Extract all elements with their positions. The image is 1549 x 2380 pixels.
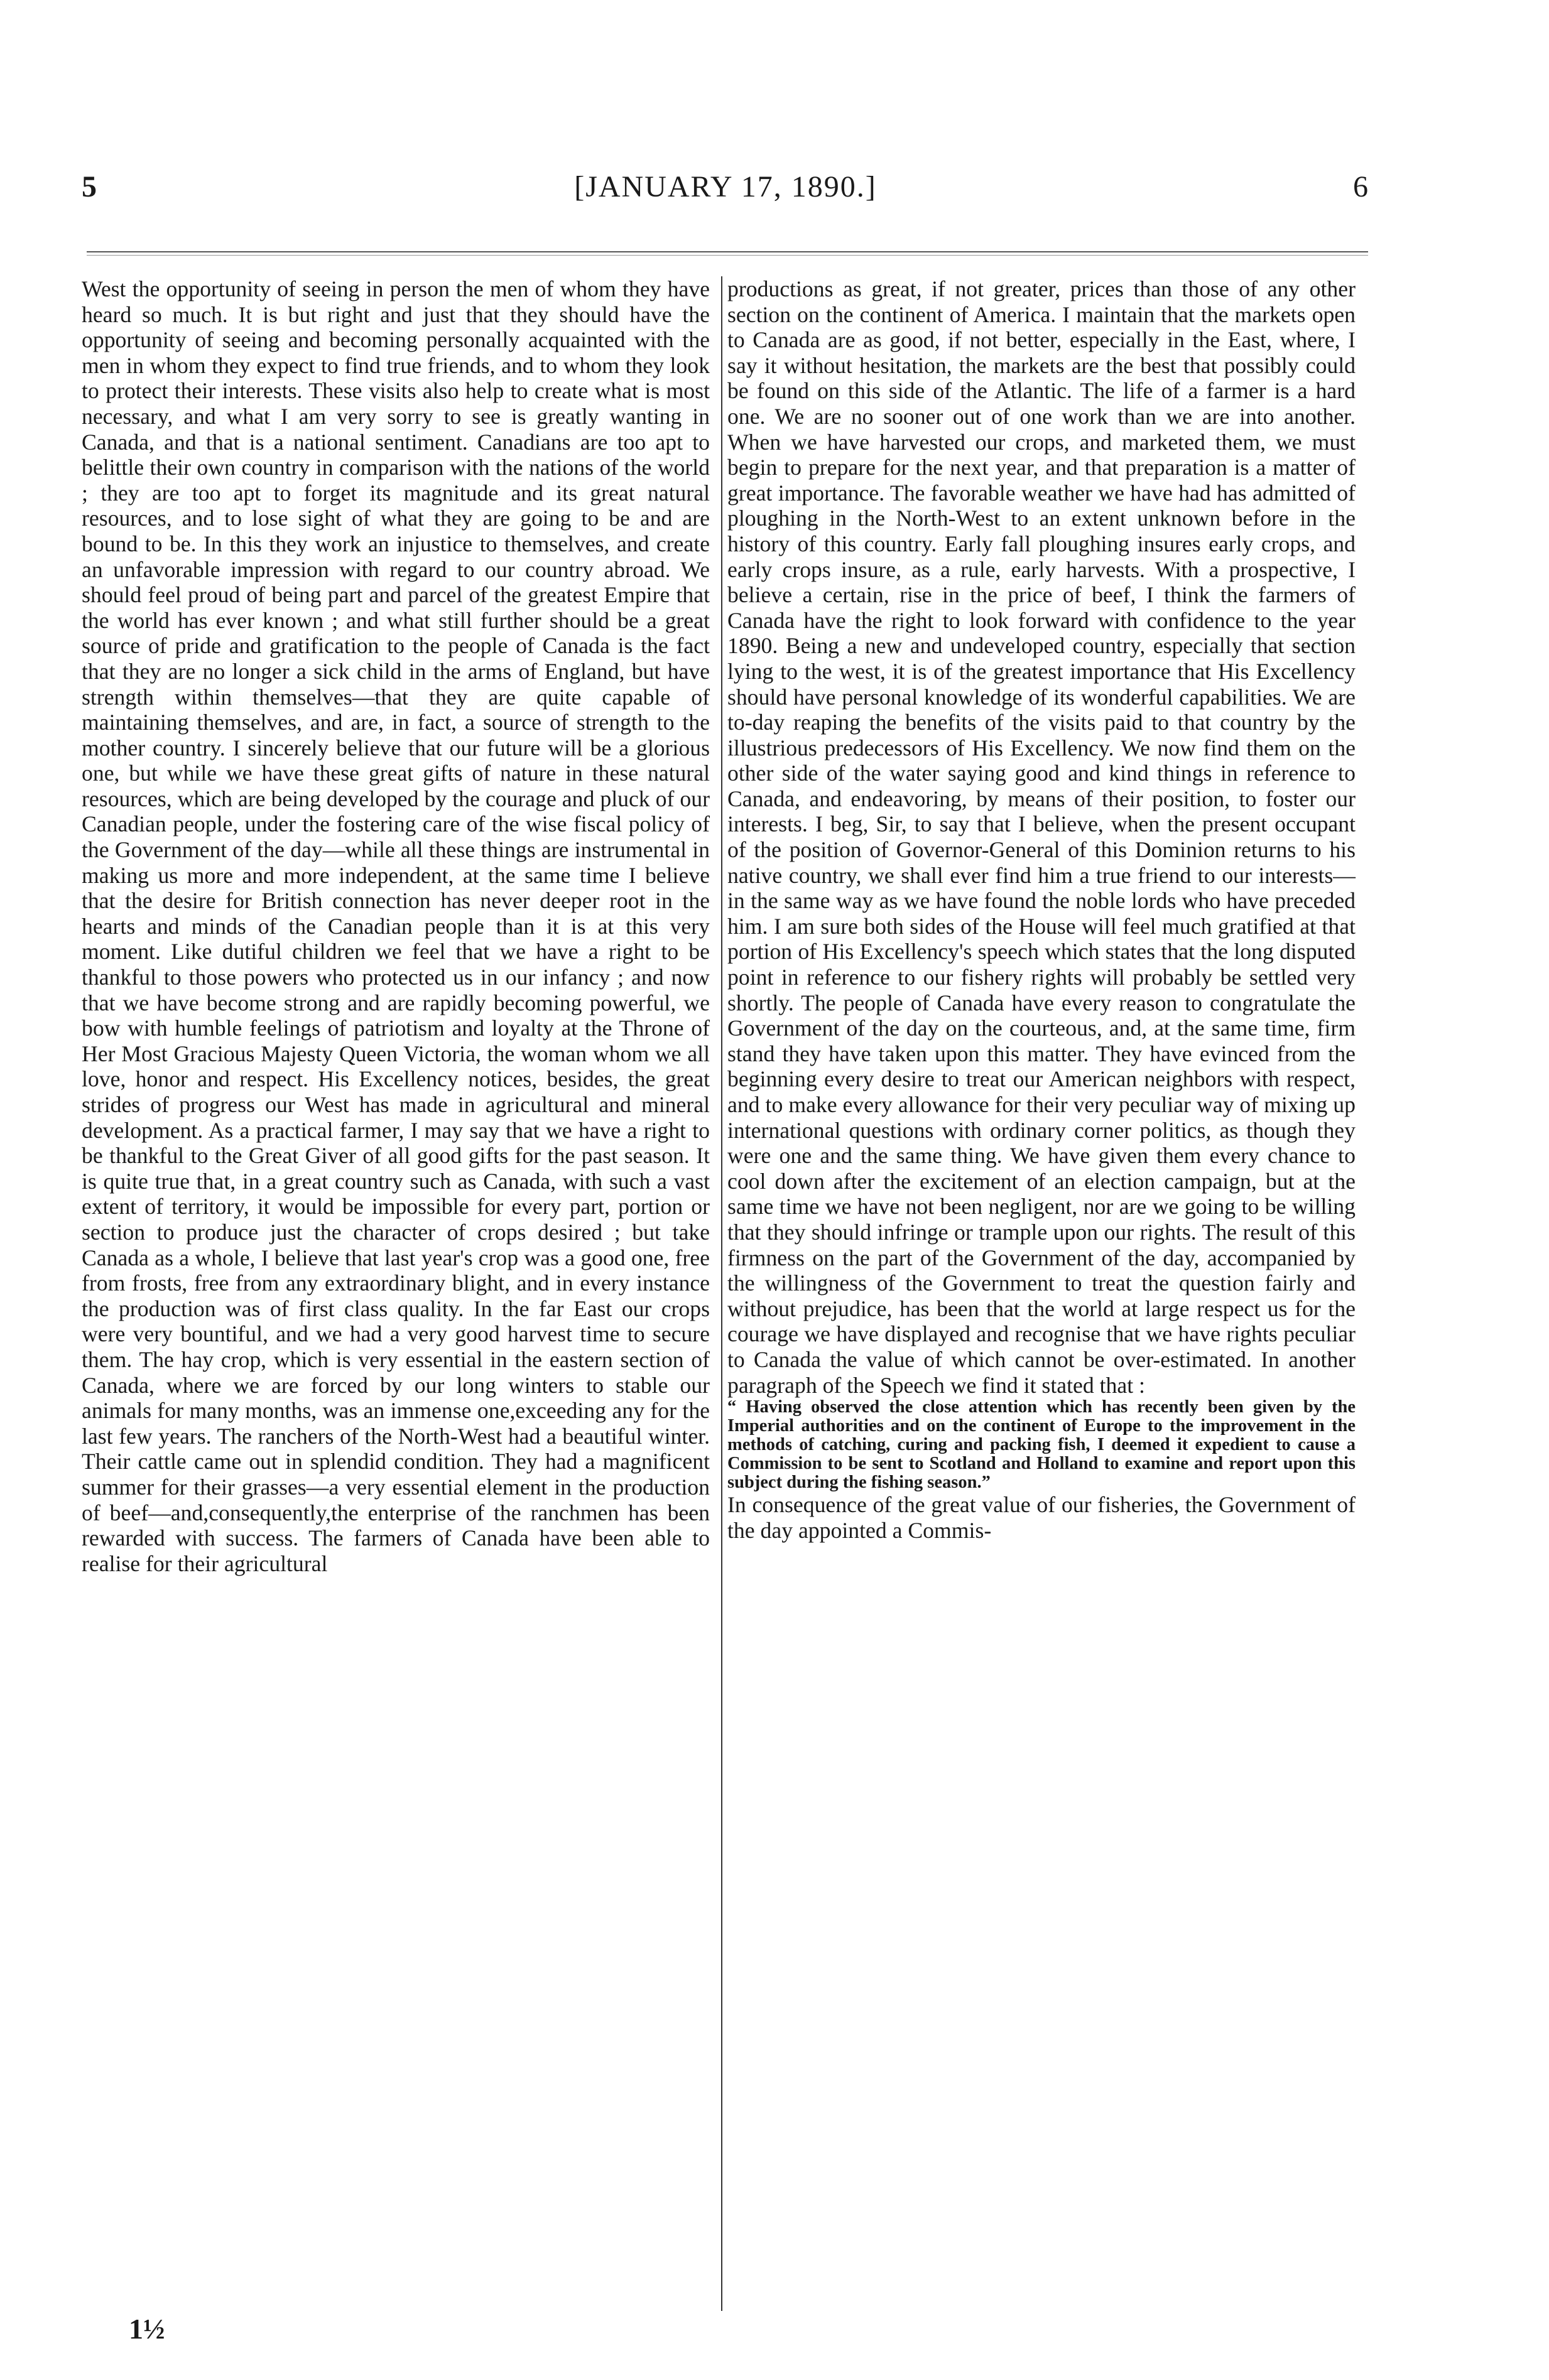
header-rule	[87, 251, 1368, 252]
left-column-text: West the opportunity of seeing in person the men of whom they have heard so much. It is but right and just that they should have the opportunity of seeing and becoming personally acquainted with the men in whom they expect to find true friends, and to whom they look to protect their interests. These visits also help to create what is most necessary, and what I am very sorry to see is greatly wanting in Canada, and that is a national sentiment. Canadians are too apt to belittle their own country in comparison with the nations of the world ; they are too apt to forget its magnitude and its great natural resources, and to lose sight of what they are going to be and are bound to be. In this they work an injustice to themselves, and create an unfavorable impression with regard to our country abroad. We should feel proud of being part and parcel of the greatest Empire that the world has ever known ; and what still further should be a great source of pride and gratification to the people of Canada is the fact that they are no longer a sick child in the arms of England, but have strength within themselves—that they are quite capable of maintaining themselves, and are, in fact, a source of strength to the mother country. I sincerely believe that our future will be a glorious one, but while we have these great gifts of nature in these natural resources, which are being developed by the courage and pluck of our Canadian people, under the fostering care of the wise fiscal policy of the Government of the day—while all these things are instrumental in making us more and more independent, at the same time I believe that the desire for British connection has never deeper root in the hearts and minds of the Canadian people than it is at this very moment. Like dutiful children we feel that we have a right to be thankful to those powers who protected us in our infancy ; and now that we have become strong and are rapidly becoming powerful, we bow with humble feelings of patriotism and loyalty at the Throne of Her Most Gracious Majesty Queen Victoria, the woman whom we all love, honor and respect. His Excellency notices, besides, the great strides of progress our West has made in agricultural and mineral development. As a practical farmer, I may say that we have a right to be thankful to the Great Giver of all good gifts for the past season. It is quite true that, in a great country such as Canada, with such a vast extent of territory, it would be impossible for every part, portion or section to produce just the character of crops desired ; but take Canada as a whole, I believe that last year's crop was a good one, free from frosts, free from any extraordinary blight, and in every instance the production was of first class quality. In the far East our crops were very bountiful, and we had a very good harvest time to secure them. The hay crop, which is very essential in the eastern section of Canada, where we are forced by our long winters to stable our animals for many months, was an immense one,exceeding any for the last few years. The ranchers of the North-West had a beautiful winter. Their cattle came out in splendid condition. They had a magnificent summer for their grasses—a very essential element in the production of beef—and,consequently,the enterprise of the ranchmen has been rewarded with success. The farmers of Canada have been able to realise for their agricultural	[82, 276, 710, 1576]
header-rule-secondary	[87, 255, 1368, 256]
speech-quote: “ Having observed the close attention which has recently been given by the Imperial authorities and on the continent of Europe to the improvement in the methods of catching, curing and packing fish, I deemed it expedient to cause a Commission to be sent to Scotland and Holland to examine and report upon this subject during the fishing season.”	[727, 1397, 1356, 1493]
right-column	[727, 276, 1356, 1543]
page-number-left: 5	[82, 170, 98, 203]
signature-mark: 1½	[129, 2313, 165, 2345]
column-divider	[721, 276, 722, 2311]
page-number-right: 6	[1353, 170, 1369, 203]
issue-date: [JANUARY 17, 1890.]	[574, 170, 877, 203]
right-column-text-before-quote: productions as great, if not greater, prices than those of any other section on the continent of America. I maintain that the markets open to Canada are as good, if not better, especially in the East, where, I say it without hesitation, the markets are the best that possibly could be found on this side of the Atlantic. The life of a farmer is a hard one. We are no sooner out of one work than we are into another. When we have harvested our crops, and marketed them, we must begin to prepare for the next year, and that preparation is a matter of great importance. The favorable weather we have had has admitted of ploughing in the North-West to an extent unknown before in the history of this country. Early fall ploughing insures early crops, and early crops insure, as a rule, early harvests. With a prospective, I believe a certain, rise in the price of beef, I think the farmers of Canada have the right to look forward with confidence to the year 1890. Being a new and undeveloped country, especially that section lying to the west, it is of the greatest importance that His Excellency should have personal knowledge of its wonderful capabilities. We are to-day reaping the benefits of the visits paid to that country by the illustrious predecessors of His Excellency. We now find them on the other side of the water saying good and kind things in reference to Canada, and endeavoring, by means of their position, to foster our interests. I beg, Sir, to say that I believe, when the present occupant of the position of Governor-General of this Dominion returns to his native country, we shall ever find him a true friend to our interests—in the same way as we have found the noble lords who have preceded him. I am sure both sides of the House will feel much gratified at that portion of His Excellency's speech which states that the long disputed point in reference to our fishery rights will probably be settled very shortly. The people of Canada have every reason to congratulate the Government of the day on the courteous, and, at the same time, firm stand they have taken upon this matter. They have evinced from the beginning every desire to treat our American neighbors with respect, and to make every allowance for their very peculiar way of mixing up international questions with ordinary corner politics, as though they were one and the same thing. We have given them every chance to cool down after the excitement of an election campaign, but at the same time we have not been negligent, nor are we going to be willing that they should infringe or trample upon our rights. The result of this firmness on the part of the Government of the day, accompanied by the willingness of the Government to treat the question fairly and without prejudice, has been that the world at large respect us for the courage we have displayed and recognise that we have rights peculiar to Canada the value of which cannot be over-estimated. In another paragraph of the Speech we find it stated that :	[727, 276, 1356, 1398]
right-column-text-after-quote: In consequence of the great value of our fisheries, the Government of the day appointed a Commis-	[727, 1492, 1356, 1543]
left-column	[82, 276, 710, 1576]
page-header	[82, 165, 1369, 221]
